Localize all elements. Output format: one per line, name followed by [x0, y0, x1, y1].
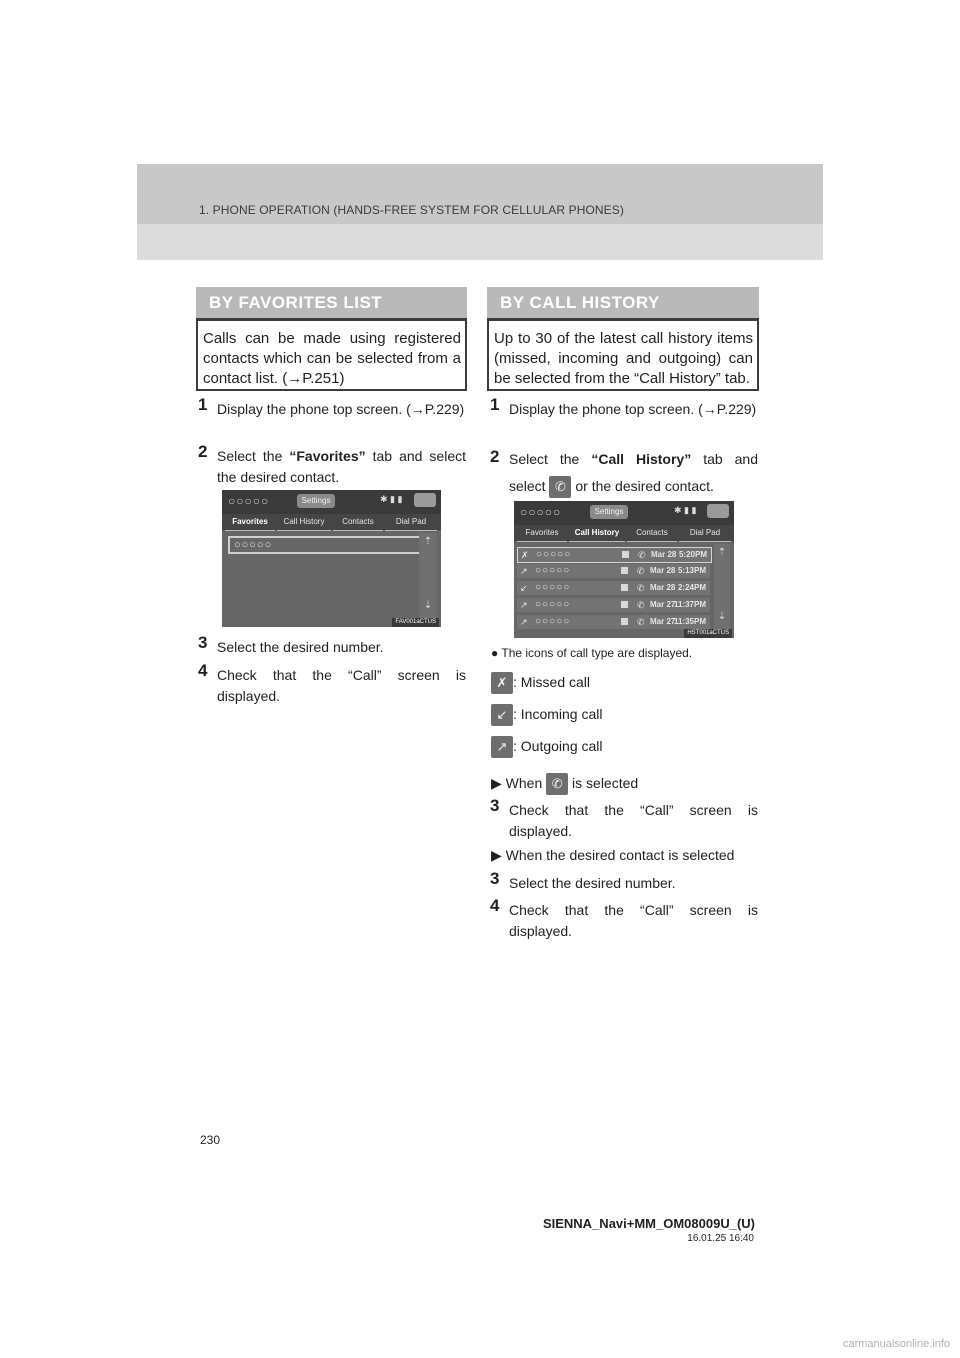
call-time: 5:20PM — [678, 550, 707, 559]
screen-title: ○○○○○ — [520, 505, 562, 519]
call-time: 5:13PM — [677, 566, 706, 575]
when-contact-selected — [491, 845, 734, 865]
step-text-mid: tab and select — [509, 451, 758, 494]
scrollbar[interactable] — [419, 533, 437, 623]
scroll-up-icon[interactable]: ⇡ — [423, 536, 433, 547]
step-text: Display the phone top screen. (→P.229) — [217, 401, 465, 417]
call-history-row[interactable] — [517, 615, 710, 629]
call-history-row[interactable] — [517, 581, 710, 595]
step-number: 2 — [490, 447, 500, 466]
tab-bar — [222, 514, 441, 530]
scroll-down-icon[interactable]: ⇣ — [423, 600, 433, 611]
tab-bar — [514, 525, 734, 541]
legend-missed — [491, 672, 590, 694]
step-number: 3 — [490, 869, 500, 888]
call-date: Mar 28 — [650, 566, 676, 575]
phone-icon[interactable]: ✆ — [638, 550, 646, 560]
call-history-intro-text: Up to 30 of the latest call history items (missed, incoming and outgoing) can be selected from the “Call History” tab. — [494, 330, 753, 387]
outgoing-call-icon: ↗ — [491, 736, 513, 758]
phone-icon: ✆ — [549, 476, 571, 498]
step-text-pre: Select the — [217, 448, 290, 464]
call-date: Mar 27 — [650, 600, 676, 609]
legend-label: : Incoming call — [513, 706, 603, 722]
back-button[interactable] — [707, 504, 729, 518]
call-history-intro-box — [487, 321, 759, 391]
screenshot-caption: HST001aCTUS — [684, 629, 732, 638]
contact-name: ○○○○○ — [535, 599, 571, 610]
phone-icon[interactable]: ✆ — [637, 600, 645, 610]
detail-icon[interactable] — [621, 618, 628, 625]
tab-dial-pad[interactable]: Dial Pad — [385, 514, 437, 531]
step-number: 3 — [198, 633, 208, 652]
contact-name: ○○○○○ — [535, 616, 571, 627]
left-step-3 — [198, 633, 466, 658]
call-history-row[interactable] — [517, 598, 710, 612]
favorites-tab-ref: “Favorites” — [289, 448, 366, 464]
favorites-heading: BY FAVORITES LIST — [196, 287, 467, 321]
right-step-2 — [490, 446, 758, 500]
step-number: 3 — [490, 796, 500, 815]
call-type-bullet — [491, 646, 692, 660]
page-number: 230 — [200, 1133, 221, 1147]
step-text-pre: Select the — [509, 451, 592, 467]
step-text: Select the desired number. — [217, 639, 384, 655]
right-step-3a — [490, 796, 758, 842]
step-number: 1 — [198, 395, 208, 414]
right-step-3b — [490, 869, 758, 894]
status-icons: ✱ ▮ ▮ — [674, 505, 697, 515]
right-step-1 — [490, 395, 758, 420]
phone-icon: ✆ — [546, 773, 568, 795]
tab-favorites[interactable]: Favorites — [517, 525, 567, 542]
header-title: 1. PHONE OPERATION (HANDS-FREE SYSTEM FOR CELLULAR PHONES) — [199, 203, 624, 217]
triangle-bullet-icon: ▶ — [491, 775, 502, 791]
tab-dial-pad[interactable]: Dial Pad — [679, 525, 731, 542]
favorite-contact-row[interactable]: ○○○○○ — [228, 536, 428, 554]
step-text: Check that the “Call” screen is displayed. — [509, 802, 758, 839]
incoming-call-icon: ↙ — [491, 704, 513, 726]
contact-name: ○○○○○ — [535, 582, 571, 593]
legend-outgoing — [491, 736, 603, 758]
print-timestamp: 16.01.25 16:40 — [687, 1233, 754, 1244]
when-phone-selected — [491, 773, 638, 795]
step-number: 4 — [490, 896, 500, 915]
call-time: 2:24PM — [677, 583, 706, 592]
outgoing-call-icon: ↗ — [520, 600, 528, 610]
legend-label: : Missed call — [513, 674, 591, 690]
call-time: 11:35PM — [673, 617, 706, 626]
legend-incoming — [491, 704, 602, 726]
step-text: Check that the “Call” screen is displayed. — [509, 902, 758, 939]
tab-contacts[interactable]: Contacts — [333, 514, 383, 531]
screenshot-caption: FAV001aCTUS — [392, 618, 439, 627]
favorites-screenshot — [222, 490, 441, 627]
watermark: carmanualsonline.info — [842, 1338, 950, 1350]
outgoing-call-icon: ↗ — [520, 617, 528, 627]
detail-icon[interactable] — [622, 551, 629, 558]
tab-favorites[interactable]: Favorites — [225, 514, 275, 531]
step-number: 4 — [198, 661, 208, 680]
phone-icon[interactable]: ✆ — [637, 617, 645, 627]
detail-icon[interactable] — [621, 601, 628, 608]
back-button[interactable] — [414, 493, 436, 507]
phone-icon[interactable]: ✆ — [637, 583, 645, 593]
step-text: Check that the “Call” screen is displayed. — [217, 667, 466, 704]
tab-call-history[interactable]: Call History — [277, 514, 331, 531]
when-text-pre: When — [505, 775, 543, 791]
left-step-4 — [198, 661, 466, 707]
detail-icon[interactable] — [621, 567, 628, 574]
step-text: Display the phone top screen. (→P.229) — [509, 401, 757, 417]
call-time: 11:37PM — [673, 600, 706, 609]
screen-title: ○○○○○ — [228, 494, 270, 508]
left-step-2 — [198, 442, 467, 488]
contact-name: ○○○○○ — [535, 565, 571, 576]
settings-button[interactable]: Settings — [590, 505, 628, 519]
when-text-post: is selected — [568, 775, 639, 791]
missed-call-icon: ✗ — [521, 550, 529, 560]
call-history-tab-ref: “Call History” — [591, 451, 692, 467]
incoming-call-icon: ↙ — [520, 583, 528, 593]
when-contact-text: When the desired contact is selected — [505, 847, 735, 863]
document-id: SIENNA_Navi+MM_OM08009U_(U) — [542, 1216, 755, 1231]
scrollbar[interactable] — [714, 544, 730, 634]
left-step-1 — [198, 395, 466, 420]
bullet-icon: ● — [491, 646, 499, 660]
settings-button[interactable]: Settings — [297, 494, 335, 508]
call-history-row[interactable] — [517, 564, 710, 578]
step-text: Select the desired number. — [509, 875, 676, 891]
scroll-up-icon[interactable]: ⇡ — [717, 547, 727, 558]
call-date: Mar 27 — [650, 617, 676, 626]
right-step-4 — [490, 896, 758, 942]
favorites-intro-text: Calls can be made using registered contacts which can be selected from a contact list. (→P.251) — [203, 330, 461, 387]
legend-label: : Outgoing call — [513, 738, 603, 754]
status-icons: ✱ ▮ ▮ — [380, 494, 403, 504]
step-text-post: or the desired contact. — [571, 478, 714, 494]
phone-icon[interactable]: ✆ — [637, 566, 645, 576]
tab-contacts[interactable]: Contacts — [627, 525, 677, 542]
contact-name: ○○○○○ — [536, 549, 572, 560]
call-date: Mar 28 — [650, 583, 676, 592]
triangle-bullet-icon: ▶ — [491, 847, 502, 863]
step-number: 1 — [490, 395, 500, 414]
tab-call-history[interactable]: Call History — [569, 525, 625, 542]
call-history-heading: BY CALL HISTORY — [487, 287, 759, 321]
scroll-down-icon[interactable]: ⇣ — [717, 611, 727, 622]
favorites-intro-box — [196, 321, 467, 391]
outgoing-call-icon: ↗ — [520, 566, 528, 576]
bullet-text: The icons of call type are displayed. — [501, 646, 693, 660]
step-number: 2 — [198, 442, 208, 461]
detail-icon[interactable] — [621, 584, 628, 591]
missed-call-icon: ✗ — [491, 672, 513, 694]
call-date: Mar 28 — [651, 550, 677, 559]
call-history-screenshot — [514, 501, 734, 638]
header-band — [137, 164, 823, 260]
step-text-post: tab and select the desired contact. — [217, 448, 467, 485]
call-history-row[interactable] — [517, 547, 712, 563]
